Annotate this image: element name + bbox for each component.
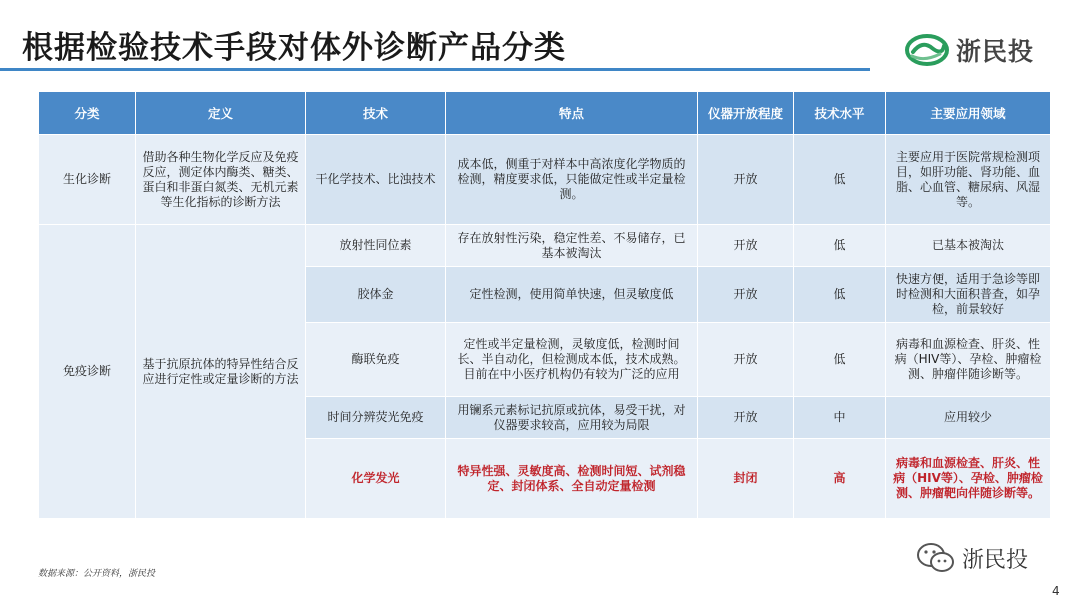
features-cell: 成本低，侧重于对样本中高浓度化学物质的检测，精度要求低，只能做定性或半定量检测。 [446, 135, 698, 225]
tech-cell: 时间分辨荧光免疫 [306, 397, 446, 439]
logo-swirl-icon [904, 32, 950, 68]
classification-table [38, 91, 1051, 519]
application-cell: 病毒和血源检查、肝炎、性病（HIV等）、孕检、肿瘤检测、肿瘤靶向伴随诊断等。 [886, 439, 1051, 519]
tech-cell: 干化学技术、比浊技术 [306, 135, 446, 225]
header-tech-level: 技术水平 [794, 92, 886, 135]
tech-cell: 酶联免疫 [306, 323, 446, 397]
page-title: 根据检验技术手段对体外诊断产品分类 [22, 30, 566, 66]
features-cell: 定性或半定量检测，灵敏度低，检测时间长、半自动化，但检测成本低，技术成熟。目前在中小医疗机构仍有较为广泛的应用 [446, 323, 698, 397]
openness-cell: 封闭 [698, 439, 794, 519]
title-divider [0, 68, 870, 71]
level-cell: 低 [794, 323, 886, 397]
page-number: 4 [1052, 584, 1060, 598]
header-application: 主要应用领域 [886, 92, 1051, 135]
features-cell: 定性检测，使用简单快速，但灵敏度低 [446, 267, 698, 323]
tech-cell: 放射性同位素 [306, 225, 446, 267]
logo-text: 浙民投 [956, 37, 1035, 66]
table-row [39, 135, 1051, 225]
application-cell: 快速方便，适用于急诊等即时检测和大面积普查，如孕检，前景较好 [886, 267, 1051, 323]
level-cell: 中 [794, 397, 886, 439]
header-features: 特点 [446, 92, 698, 135]
level-cell: 低 [794, 135, 886, 225]
header-definition: 定义 [136, 92, 306, 135]
logo [904, 30, 1034, 70]
header-category: 分类 [39, 92, 136, 135]
openness-cell: 开放 [698, 135, 794, 225]
wechat-icon [916, 541, 956, 575]
level-cell: 低 [794, 267, 886, 323]
openness-cell: 开放 [698, 267, 794, 323]
openness-cell: 开放 [698, 225, 794, 267]
table-header-row [39, 92, 1051, 135]
application-cell: 病毒和血源检查、肝炎、性病（HIV等）、孕检、肿瘤检测、肿瘤伴随诊断等。 [886, 323, 1051, 397]
category-cell: 生化诊断 [39, 135, 136, 225]
application-cell: 主要应用于医院常规检测项目，如肝功能、肾功能、血脂、心血管、糖尿病、风湿等。 [886, 135, 1051, 225]
tech-cell: 胶体金 [306, 267, 446, 323]
level-cell: 高 [794, 439, 886, 519]
header-technology: 技术 [306, 92, 446, 135]
features-cell: 特异性强、灵敏度高、检测时间短、试剂稳定、封闭体系、全自动定量检测 [446, 439, 698, 519]
level-cell: 低 [794, 225, 886, 267]
application-cell: 应用较少 [886, 397, 1051, 439]
openness-cell: 开放 [698, 397, 794, 439]
definition-cell: 基于抗原抗体的特异性结合反应进行定性或定量诊断的方法 [136, 225, 306, 519]
features-cell: 存在放射性污染，稳定性差、不易储存，已基本被淘汰 [446, 225, 698, 267]
tech-cell: 化学发光 [306, 439, 446, 519]
wechat-watermark [916, 541, 1028, 575]
table-row [39, 225, 1051, 267]
header-openness: 仪器开放程度 [698, 92, 794, 135]
data-source-note: 数据来源：公开资料，浙民投 [38, 569, 156, 579]
application-cell: 已基本被淘汰 [886, 225, 1051, 267]
features-cell: 用镧系元素标记抗原或抗体，易受干扰，对仪器要求较高，应用较为局限 [446, 397, 698, 439]
definition-cell: 借助各种生物化学反应及免疫反应，测定体内酶类、糖类、蛋白和非蛋白氮类、无机元素等生化指标的诊断方法 [136, 135, 306, 225]
category-cell: 免疫诊断 [39, 225, 136, 519]
openness-cell: 开放 [698, 323, 794, 397]
wechat-account-name: 浙民投 [962, 547, 1029, 573]
